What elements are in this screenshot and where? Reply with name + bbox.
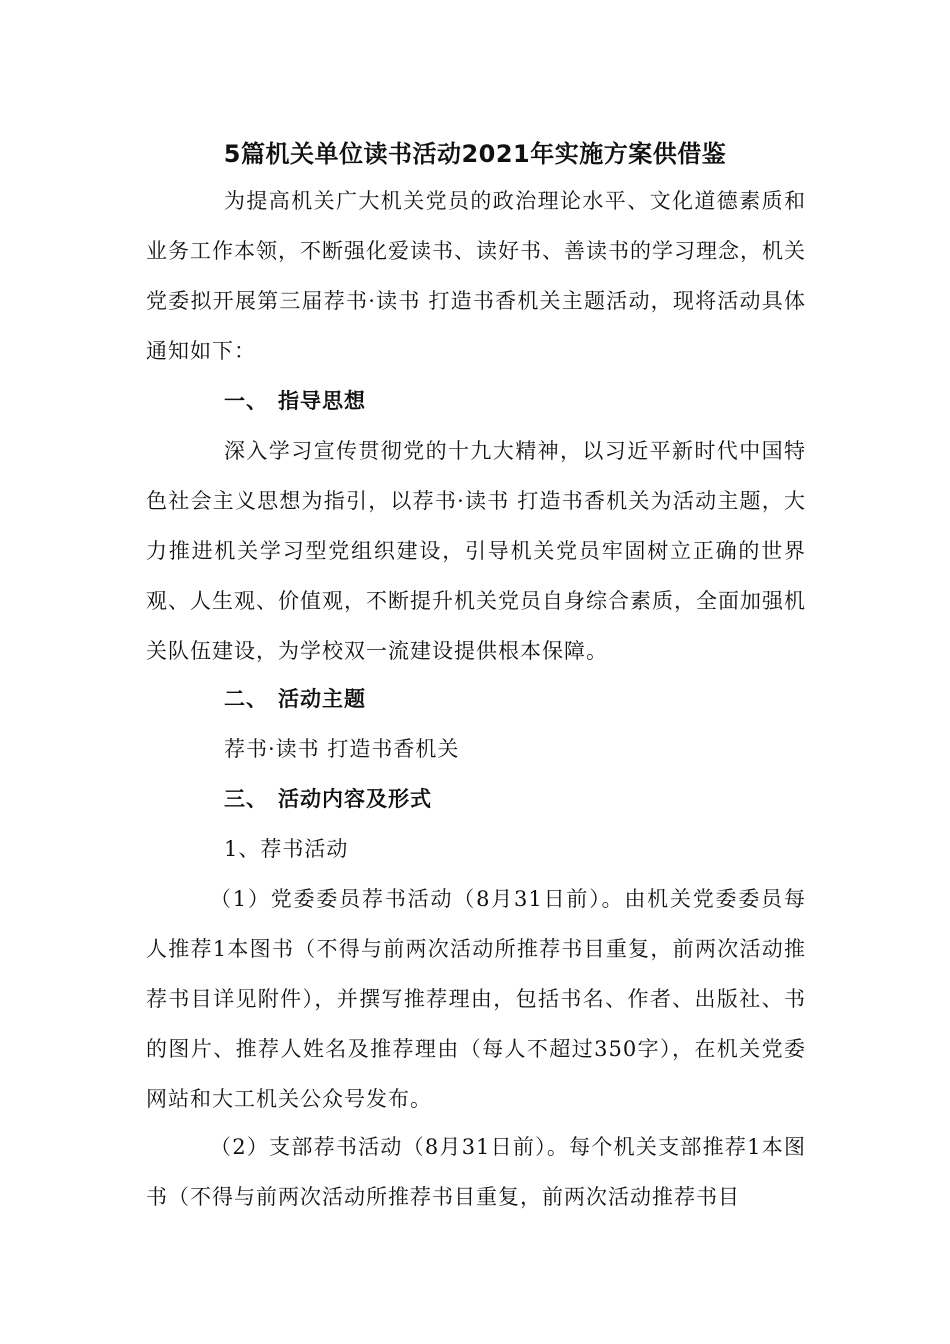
document-title: 5篇机关单位读书活动2021年实施方案供借鉴 [223,140,727,168]
section-title-2: 活动主题 [278,687,366,711]
section-heading-2 [224,674,366,724]
intro-paragraph: 为提高机关广大机关党员的政治理论水平、文化道德素质和业务工作本领，不断强化爱读书、读好书、善读书的学习理念，机关党委拟开展第三届荐书·读书 打造书香机关主题活动，现将活动具体通知如下： [146,189,806,363]
section-title-1: 指导思想 [278,389,366,413]
section-number-1: 一、 [224,389,268,413]
section-title-3: 活动内容及形式 [278,787,432,811]
item-1-paragraph: （1）党委委员荐书活动（8月31日前）。由机关党委委员每人推荐1本图书（不得与前两次活动所推荐书目重复，前两次活动推荐书目详见附件），并撰写推荐理由，包括书名、作者、出版社、书的图片、推荐人姓名及推荐理由（每人不超过350字），在机关党委网站和大工机关公众号发布。 [146,887,806,1111]
section1-paragraph: 深入学习宣传贯彻党的十九大精神，以习近平新时代中国特色社会主义思想为指引，以荐书·读书 打造书香机关为活动主题，大力推进机关学习型党组织建设，引导机关党员牢固树立正确的世界观、人生观、价值观，不断提升机关党员自身综合素质，全面加强机关队伍建设，为学校双一流建设提供根本保障。 [146,439,806,663]
subsection-1: 1、荐书活动 [224,837,349,861]
item-2-paragraph: （2）支部荐书活动（8月31日前）。每个机关支部推荐1本图书（不得与前两次活动所推荐书目重复，前两次活动推荐书目 [146,1135,806,1209]
section-heading-3 [224,774,432,824]
section-number-3: 三、 [224,787,268,811]
section-number-2: 二、 [224,687,268,711]
section-heading-1 [224,376,366,426]
section2-theme: 荐书·读书 打造书香机关 [224,737,460,761]
